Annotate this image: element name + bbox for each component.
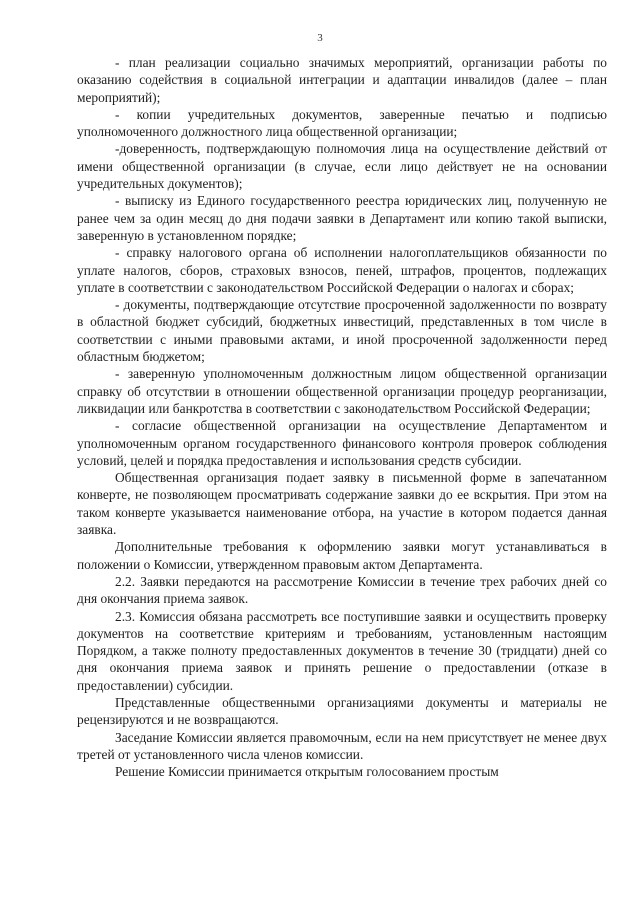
paragraph-voting: Решение Комиссии принимается открытым голосованием простым bbox=[115, 764, 499, 780]
paragraph-no-debt-documents: - документы, подтверждающие отсутствие просроченной задолженности по возврату в областной бюджет субсидий, бюджетных инвестиций, представленных в том числе в соответствии с иными правовыми актами, и иной просроченной задолженности перед областным бюджетом; bbox=[77, 297, 607, 365]
paragraph-registry-extract: - выписку из Единого государственного реестра юридических лиц, полученную не ранее чем за один месяц до дня подачи заявки в Департамент или копию такой выписки, заверенную в установленном порядке; bbox=[77, 193, 607, 243]
document-body bbox=[77, 54, 607, 780]
paragraph-sealed-envelope: Общественная организация подает заявку в письменной форме в запечатанном конверте, не позволяющем просматривать содержание заявки до ее вскрытия. При этом на таком конверте указывается наименование отбора, на участие в котором подается данная заявка. bbox=[77, 470, 607, 538]
paragraph-charter-copies: - копии учредительных документов, заверенные печатью и подписью уполномоченного должностного лица общественной организации; bbox=[77, 106, 607, 140]
page-number: 3 bbox=[317, 32, 323, 44]
paragraph-consent-to-audit: - согласие общественной организации на осуществление Департаментом и уполномоченным органом государственного финансового контроля проверок соблюдения условий, целей и порядка предоставления и использования средств субсидии. bbox=[77, 418, 607, 468]
paragraph-power-of-attorney: -доверенность, подтверждающую полномочия лица на осуществление действий от имени общественной организации (в случае, если лицо действует не на основании учредительных документов); bbox=[77, 141, 607, 192]
paragraph-additional-requirements: Дополнительные требования к оформлению заявки могут устанавливаться в положении о Комиссии, утвержденном правовым актом Департамента. bbox=[77, 539, 607, 572]
paragraph-tax-certificate: - справку налогового органа об исполнении налогоплательщиков обязанности по уплате налогов, сборов, страховых взносов, пеней, штрафов, процентов, подлежащих уплате в соответствии с законодательством Российской Федерации о налогах и сборах; bbox=[77, 245, 607, 295]
paragraph-plan: - план реализации социально значимых мероприятий, организации работы по оказанию содействия в социальной интеграции и адаптации инвалидов (далее – план мероприятий); bbox=[77, 55, 607, 105]
paragraph-no-reorganization-certificate: - заверенную уполномоченным должностным лицом общественной организации справку об отсутствии в отношении общественной организации процедур реорганизации, ликвидации или банкротства в соответствии с законодательством Российской Федерации; bbox=[77, 366, 607, 416]
paragraph-section-2-3: 2.3. Комиссия обязана рассмотреть все поступившие заявки и осуществить проверку документов на соответствие критериям и требованиям, установленным настоящим Порядком, а также полноту предоставленных документов в течение 30 (тридцати) дней со дня окончания приема заявок и принять решение о предоставлении (отказе в предоставлении) субсидии. bbox=[77, 608, 607, 693]
paragraph-section-2-2: 2.2. Заявки передаются на рассмотрение Комиссии в течение трех рабочих дней со дня окончания приема заявок. bbox=[77, 573, 607, 607]
paragraph-quorum: Заседание Комиссии является правомочным, если на нем присутствует не менее двух третей от установленного числа членов комиссии. bbox=[77, 729, 607, 762]
paragraph-not-returned: Представленные общественными организациями документы и материалы не рецензируются и не возвращаются. bbox=[77, 694, 607, 728]
